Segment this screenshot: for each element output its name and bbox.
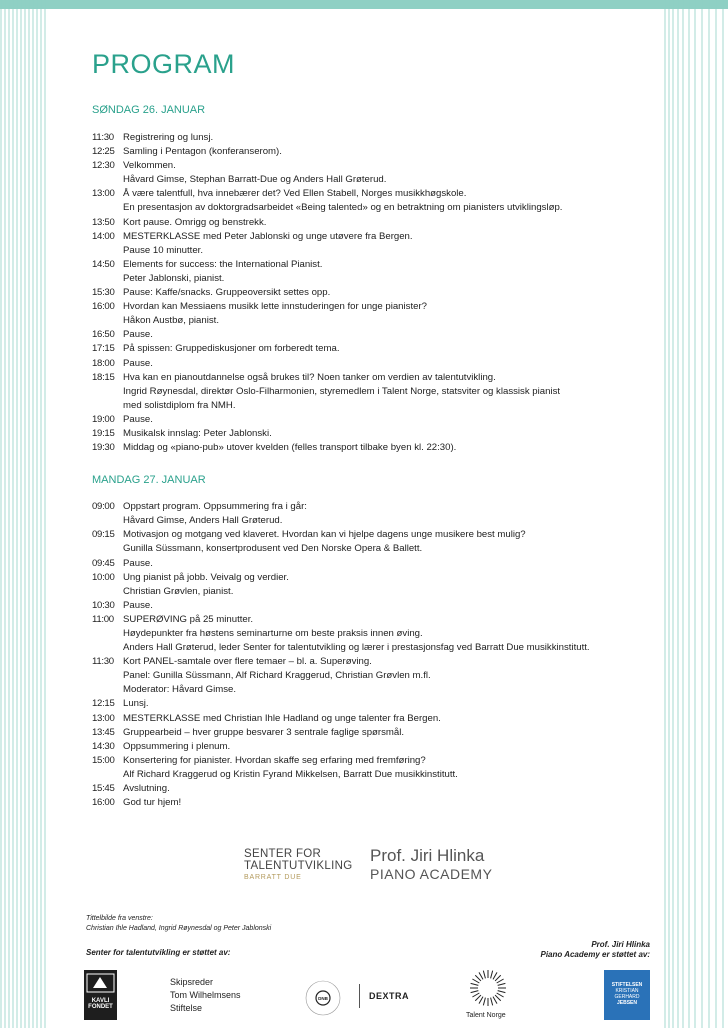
item-time: 13:00	[92, 188, 115, 200]
decorative-stripes-left	[0, 0, 48, 1028]
item-text: Pause.	[123, 557, 153, 569]
schedule-item	[92, 145, 662, 159]
item-time: 14:00	[92, 230, 115, 242]
item-time: 14:30	[92, 740, 115, 752]
item-detail: Alf Richard Kraggerud og Kristin Fyrand Mikkelsen, Barratt Due musikkinstitutt.	[123, 768, 458, 780]
item-time: 15:45	[92, 783, 115, 795]
senter-for-talentutvikling-logo: SENTER FOR TALENTUTVIKLING BARRATT DUE	[244, 848, 353, 881]
schedule-item	[92, 441, 662, 455]
item-text: Middag og «piano-pub» utover kvelden (felles transport tilbake byen kl. 22:30).	[123, 442, 457, 454]
item-time: 11:00	[92, 613, 114, 625]
item-time: 18:15	[92, 371, 115, 383]
schedule-item	[92, 613, 662, 627]
schedule-sunday	[92, 131, 662, 455]
talent-norge-logo: Talent Norge	[466, 966, 510, 1022]
schedule-item	[92, 571, 662, 585]
schedule-item	[92, 712, 662, 726]
schedule-monday	[92, 500, 662, 810]
item-text: Konsertering for pianister. Hvordan skaffe seg erfaring med fremføring?	[123, 754, 426, 766]
dextra-logo: DEXTRA	[369, 991, 410, 1001]
page-title: PROGRAM	[92, 49, 236, 79]
schedule-item	[92, 342, 662, 356]
item-text: Pause.	[123, 413, 153, 425]
talent-norge-emblem-icon	[466, 966, 510, 1010]
item-detail: Christian Grøvlen, pianist.	[123, 585, 234, 597]
item-time: 10:00	[92, 571, 115, 583]
kavli-fondet-logo: KAVLI FONDET	[84, 970, 117, 1020]
schedule-item	[92, 599, 662, 613]
stiftelsen-kristian-gerhard-jebsen-logo: STIFTELSEN KRISTIAN GERHARD JEBSEN	[604, 970, 650, 1020]
item-time: 11:30	[92, 132, 114, 143]
item-text: Lunsj.	[123, 698, 149, 710]
item-detail: Panel: Gunilla Süssmann, Alf Richard Kraggerud, Christian Grøvlen m.fl.	[123, 670, 431, 682]
item-text: Pause.	[123, 599, 153, 611]
item-text: Registrering og lunsj.	[123, 132, 214, 143]
item-time: 16:00	[92, 797, 115, 809]
schedule-item	[92, 286, 662, 300]
schedule-item	[92, 258, 662, 272]
item-detail: Anders Hall Grøterud, leder Senter for talentutvikling og lærer i prestasjonsfag ved Barratt Due musikkinstitutt.	[123, 642, 590, 654]
day-heading-monday: MANDAG 27. JANUAR	[92, 474, 206, 487]
item-time: 09:45	[92, 557, 115, 569]
schedule-item	[92, 697, 662, 711]
schedule-item	[92, 740, 662, 754]
item-time: 10:30	[92, 599, 115, 611]
support-right-label: Prof. Jiri Hlinka Piano Academy er støttet av:	[540, 940, 650, 959]
day-heading-sunday: SØNDAG 26. JANUAR	[92, 104, 206, 116]
item-text: Motivasjon og motgang ved klaveret. Hvordan kan vi hjelpe dagens unge musikere best mulig?	[123, 529, 526, 541]
item-detail: Moderator: Håvard Gimse.	[123, 684, 237, 696]
decorative-stripes-right	[662, 0, 728, 1028]
schedule-item	[92, 796, 662, 810]
item-detail: En presentasjon av doktorgradsarbeidet «Being talented» og en betraktning om pianisters utviklingsløp.	[123, 202, 563, 214]
schedule-item	[92, 216, 662, 230]
hlinka-piano-academy-logo: Prof. Jiri Hlinka PIANO ACADEMY	[370, 846, 493, 882]
item-time: 15:00	[92, 754, 115, 766]
item-time: 16:00	[92, 301, 115, 313]
item-text: Pause.	[123, 357, 153, 369]
sparebankstiftelsen-logo	[303, 978, 343, 1018]
item-time: 09:00	[92, 501, 115, 513]
item-text: Pause: Kaffe/snacks. Gruppeoversikt settes opp.	[123, 287, 331, 299]
item-text: God tur hjem!	[123, 797, 182, 809]
support-left-label: Senter for talentutvikling er støttet av:	[86, 948, 231, 957]
item-text: Kort pause. Omrigg og benstrekk.	[123, 216, 267, 228]
item-text: Elements for success: the International Pianist.	[123, 258, 323, 270]
photo-credit: Tittelbilde fra venstre: Christian Ihle Hadland, Ingrid Røynesdal og Peter Jablonski	[86, 915, 272, 932]
schedule-item	[92, 528, 662, 542]
item-text: SUPERØVING på 25 minutter.	[123, 613, 254, 625]
partner-logos	[244, 846, 544, 890]
item-time: 13:00	[92, 712, 115, 724]
item-time: 19:15	[92, 427, 115, 439]
item-text: MESTERKLASSE med Christian Ihle Hadland og unge talenter fra Bergen.	[123, 712, 441, 724]
item-time: 11:30	[92, 656, 114, 668]
item-time: 19:00	[92, 413, 115, 425]
schedule-item	[92, 655, 662, 669]
item-detail: Peter Jablonski, pianist.	[123, 272, 225, 284]
schedule-item	[92, 500, 662, 514]
item-text: Oppstart program. Oppsummering fra i går:	[123, 501, 307, 513]
schedule-item	[92, 427, 662, 441]
program-content	[92, 48, 662, 810]
item-text: Gruppearbeid – hver gruppe besvarer 3 sentrale faglige spørsmål.	[123, 726, 405, 738]
svg-text:DNB: DNB	[318, 996, 328, 1001]
schedule-item	[92, 413, 662, 427]
item-detail: Pause 10 minutter.	[123, 244, 203, 256]
schedule-item	[92, 371, 662, 385]
item-text: Å være talentfull, hva innebærer det? Ved Ellen Stabell, Norges musikkhøgskole.	[123, 188, 467, 200]
item-detail: Håvard Gimse, Anders Hall Grøterud.	[123, 515, 283, 527]
schedule-item	[92, 726, 662, 740]
schedule-item	[92, 230, 662, 244]
logo-divider	[359, 984, 360, 1008]
item-time: 09:15	[92, 529, 115, 541]
item-time: 13:45	[92, 726, 115, 738]
item-text: Velkommen.	[123, 160, 176, 172]
schedule-item	[92, 754, 662, 768]
item-time: 13:50	[92, 216, 115, 228]
item-time: 19:30	[92, 442, 115, 454]
item-text: Oppsummering i plenum.	[123, 740, 231, 752]
item-time: 12:15	[92, 698, 115, 710]
schedule-item	[92, 328, 662, 342]
item-text: Pause.	[123, 329, 153, 341]
item-detail: Høydepunkter fra høstens seminarturne om beste praksis innen øving.	[123, 628, 423, 639]
item-text: Hvordan kan Messiaens musikk lette innstuderingen for unge pianister?	[123, 301, 427, 313]
item-time: 16:50	[92, 329, 115, 341]
top-band	[0, 0, 728, 9]
item-time: 17:15	[92, 343, 115, 355]
item-text: Samling i Pentagon (konferanserom).	[123, 146, 282, 158]
schedule-item	[92, 300, 662, 314]
item-text: Musikalsk innslag: Peter Jablonski.	[123, 427, 272, 439]
item-text: MESTERKLASSE med Peter Jablonski og unge utøvere fra Bergen.	[123, 230, 413, 242]
item-text: Kort PANEL-samtale over flere temaer – bl. a. Superøving.	[123, 656, 372, 668]
schedule-item	[92, 131, 662, 145]
item-time: 12:30	[92, 160, 115, 172]
item-text: Avslutning.	[123, 783, 170, 795]
item-text: Ung pianist på jobb. Veivalg og verdier.	[123, 571, 289, 583]
schedule-item	[92, 159, 662, 173]
item-time: 14:50	[92, 258, 115, 270]
schedule-item	[92, 357, 662, 371]
item-time: 18:00	[92, 357, 115, 369]
item-detail: med solistdiplom fra NMH.	[123, 399, 236, 411]
item-text: På spissen: Gruppediskusjoner om forberedt tema.	[123, 343, 340, 355]
item-time: 12:25	[92, 146, 115, 158]
schedule-item	[92, 187, 662, 201]
item-detail: Ingrid Røynesdal, direktør Oslo-Filharmonien, styremedlem i Talent Norge, statsviter og klassisk pianist	[123, 385, 561, 397]
kavli-emblem-icon	[84, 970, 117, 996]
schedule-item	[92, 782, 662, 796]
item-detail: Håvard Gimse, Stephan Barratt-Due og Anders Hall Grøterud.	[123, 174, 387, 186]
item-time: 15:30	[92, 287, 115, 299]
wilhelmsen-stiftelse-logo: Skipsreder Tom Wilhelmsens Stiftelse	[170, 977, 241, 1013]
item-text: Hva kan en pianoutdannelse også brukes til? Noen tanker om verdien av talentutvikling.	[123, 371, 496, 383]
item-detail: Håkon Austbø, pianist.	[123, 315, 219, 327]
schedule-item	[92, 557, 662, 571]
item-detail: Gunilla Süssmann, konsertprodusent ved Den Norske Opera & Ballett.	[123, 543, 423, 555]
